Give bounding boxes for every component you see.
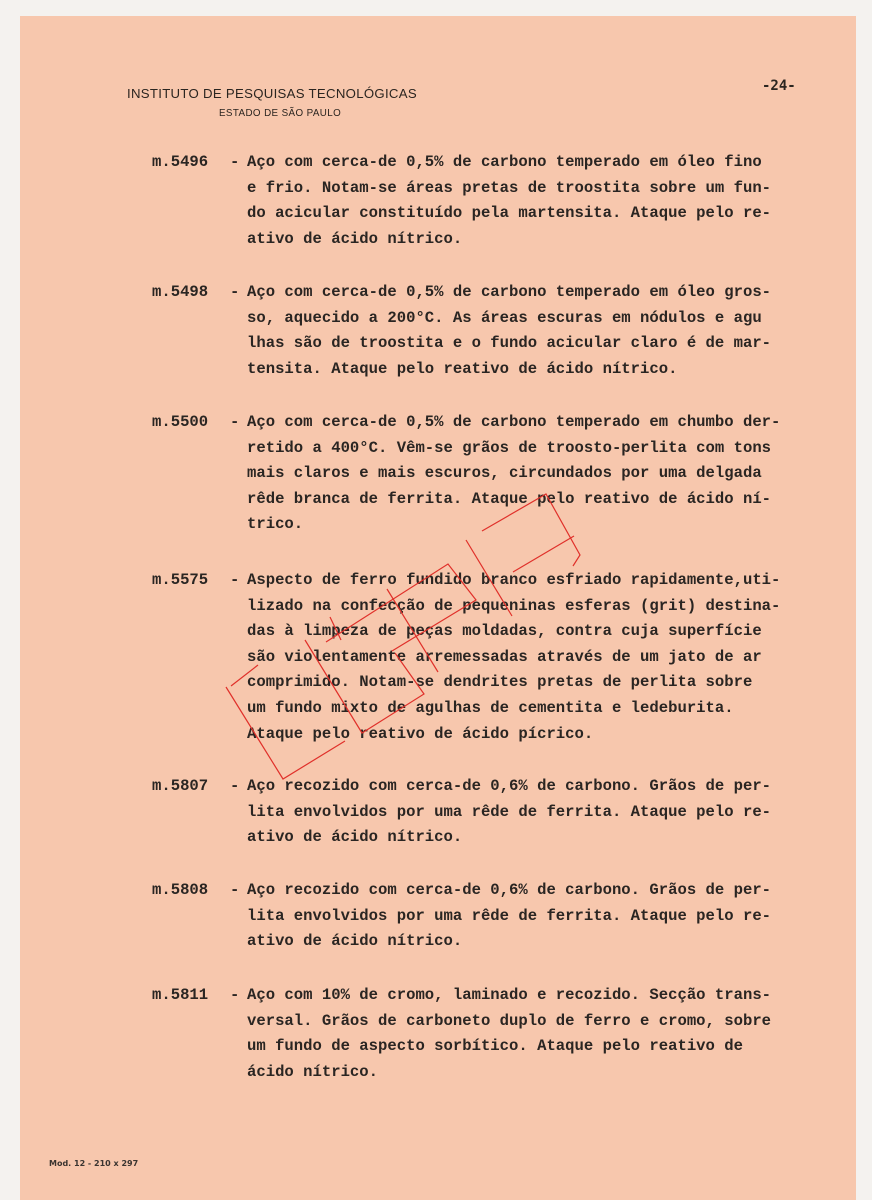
description-line: Aço com cerca-de 0,5% de carbono temperado em óleo fino [247, 153, 762, 171]
dash-separator: - [230, 413, 240, 431]
description-line: do acicular constituído pela martensita. Ataque pelo re- [247, 204, 772, 223]
dash-separator: - [230, 571, 240, 589]
description-line: mais claros e mais escuros, circundados por uma delgada [247, 464, 762, 483]
state-subheader: ESTADO DE SÃO PAULO [219, 108, 342, 119]
description-line: Aço com 10% de cromo, laminado e recozido. Secção trans- [247, 986, 772, 1004]
specimen-code: m.5808 [152, 881, 209, 899]
description-line: das à limpeza de peças moldadas, contra cuja superfície [247, 622, 762, 641]
description-line: Aço com cerca-de 0,5% de carbono temperado em óleo gros- [247, 283, 772, 301]
page-number: -24- [762, 78, 796, 94]
description-line: rêde branca de ferrita. Ataque pelo reativo de ácido ní- [247, 489, 772, 508]
dash-separator: - [230, 881, 240, 899]
dash-separator: - [230, 777, 240, 795]
description-line: ativo de ácido nítrico. [247, 932, 463, 951]
specimen-description [247, 983, 872, 1085]
description-line: trico. [247, 515, 304, 534]
specimen-description [247, 568, 872, 747]
description-line: so, aquecido a 200°C. As áreas escuras em nódulos e agu [247, 308, 762, 327]
description-line: lita envolvidos por uma rêde de ferrita. Ataque pelo re- [247, 906, 772, 925]
description-line: tensita. Ataque pelo reativo de ácido nítrico. [247, 359, 678, 378]
description-line: Aço recozido com cerca-de 0,6% de carbono. Grãos de per- [247, 881, 772, 899]
description-line: lita envolvidos por uma rêde de ferrita. Ataque pelo re- [247, 802, 772, 821]
description-line: ativo de ácido nítrico. [247, 828, 463, 847]
description-line: são violentamente arremessadas através de um jato de ar [247, 647, 762, 666]
description-line: retido a 400°C. Vêm-se grãos de troosto-perlita com tons [247, 438, 772, 457]
specimen-description [247, 774, 872, 851]
form-model-footer: Mod. 12 - 210 x 297 [49, 1159, 139, 1168]
description-line: Aço com cerca-de 0,5% de carbono temperado em chumbo der- [247, 413, 781, 431]
specimen-code: m.5496 [152, 153, 209, 171]
specimen-code: m.5498 [152, 283, 209, 301]
description-line: um fundo mixto de agulhas de cementita e ledeburita. [247, 698, 734, 717]
description-line: comprimido. Notam-se dendrites pretas de perlita sobre [247, 673, 753, 692]
specimen-code: m.5807 [152, 777, 209, 795]
description-line: lizado na confecção de pequeninas esferas (grit) destina- [247, 596, 781, 615]
specimen-code: m.5575 [152, 571, 209, 589]
specimen-description [247, 878, 872, 955]
dash-separator: - [230, 986, 240, 1004]
description-line: ácido nítrico. [247, 1062, 379, 1081]
description-line: um fundo de aspecto sorbítico. Ataque pelo reativo de [247, 1037, 743, 1056]
specimen-description [247, 150, 872, 252]
description-line: e frio. Notam-se áreas pretas de troostita sobre um fun- [247, 178, 772, 197]
specimen-code: m.5811 [152, 986, 209, 1004]
specimen-description [247, 410, 872, 538]
description-line: Aço recozido com cerca-de 0,6% de carbono. Grãos de per- [247, 777, 772, 795]
specimen-code: m.5500 [152, 413, 209, 431]
specimen-description [247, 280, 872, 382]
institution-header: INSTITUTO DE PESQUISAS TECNOLÓGICAS [127, 86, 417, 101]
dash-separator: - [230, 153, 240, 171]
description-line: Ataque pelo reativo de ácido pícrico. [247, 724, 594, 743]
description-line: ativo de ácido nítrico. [247, 229, 463, 248]
description-line: Aspecto de ferro fundido branco esfriado rapidamente,uti- [247, 571, 781, 589]
dash-separator: - [230, 283, 240, 301]
description-line: lhas são de troostita e o fundo acicular claro é de mar- [247, 334, 772, 353]
description-line: versal. Grãos de carboneto duplo de ferro e cromo, sobre [247, 1011, 772, 1030]
